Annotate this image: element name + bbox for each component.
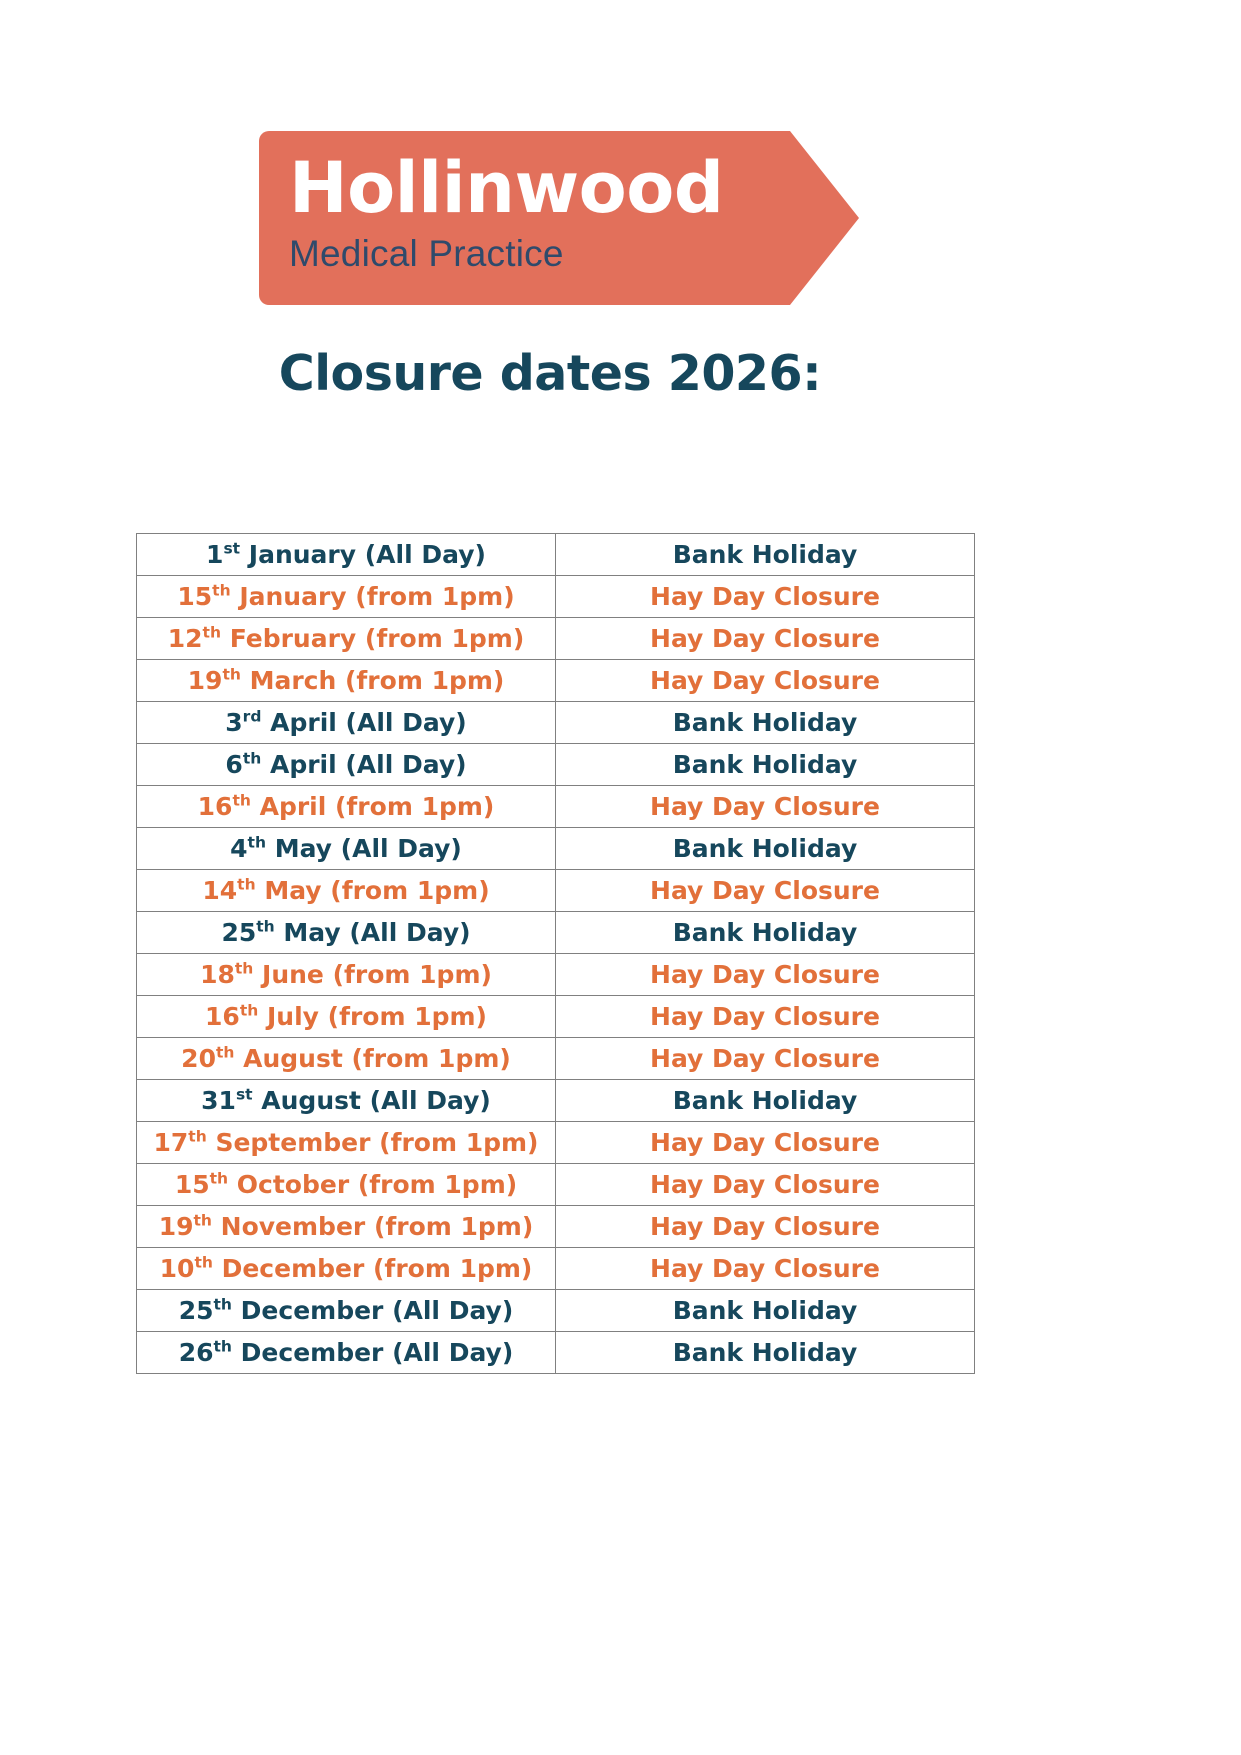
ordinal-suffix: th (213, 1295, 232, 1314)
closure-date-cell: 16th July (from 1pm) (137, 996, 556, 1038)
closure-type-cell: Bank Holiday (556, 1332, 975, 1374)
ordinal-suffix: st (235, 1085, 253, 1104)
ordinal-suffix: th (237, 875, 256, 894)
table-row (137, 576, 975, 618)
ordinal-suffix: th (212, 581, 231, 600)
closure-date-cell: 15th January (from 1pm) (137, 576, 556, 618)
closure-date-cell: 19th March (from 1pm) (137, 660, 556, 702)
ordinal-suffix: th (193, 1211, 212, 1230)
table-row (137, 660, 975, 702)
closure-type-cell: Hay Day Closure (556, 1206, 975, 1248)
closure-type-cell: Bank Holiday (556, 702, 975, 744)
table-row (137, 1206, 975, 1248)
closure-date-cell: 4th May (All Day) (137, 828, 556, 870)
closure-type-cell: Hay Day Closure (556, 1122, 975, 1164)
ordinal-suffix: th (209, 1169, 229, 1188)
logo-practice-name: Hollinwood (289, 147, 724, 229)
ordinal-suffix: st (223, 539, 241, 558)
table-row (137, 954, 975, 996)
closure-date-cell: 1st January (All Day) (137, 534, 556, 576)
ordinal-suffix: th (213, 1337, 232, 1356)
table-row (137, 786, 975, 828)
table-row (137, 1290, 975, 1332)
closure-date-cell: 12th February (from 1pm) (137, 618, 556, 660)
closure-date-cell: 20th August (from 1pm) (137, 1038, 556, 1080)
closure-type-cell: Hay Day Closure (556, 870, 975, 912)
closure-type-cell: Hay Day Closure (556, 1248, 975, 1290)
closure-table-body (137, 534, 975, 1374)
closure-type-cell: Bank Holiday (556, 534, 975, 576)
closure-type-cell: Hay Day Closure (556, 954, 975, 996)
ordinal-suffix: th (232, 791, 251, 810)
closure-date-cell: 15th October (from 1pm) (137, 1164, 556, 1206)
closure-type-cell: Hay Day Closure (556, 618, 975, 660)
closure-type-cell: Hay Day Closure (556, 576, 975, 618)
closure-type-cell: Hay Day Closure (556, 660, 975, 702)
closure-date-cell: 14th May (from 1pm) (137, 870, 556, 912)
closure-date-cell: 25th December (All Day) (137, 1290, 556, 1332)
table-row (137, 618, 975, 660)
ordinal-suffix: rd (242, 707, 262, 726)
closure-date-cell: 25th May (All Day) (137, 912, 556, 954)
ordinal-suffix: th (242, 749, 262, 768)
page-title: Closure dates 2026: (278, 345, 822, 402)
closure-date-cell: 10th December (from 1pm) (137, 1248, 556, 1290)
table-row (137, 996, 975, 1038)
table-row (137, 702, 975, 744)
table-row (137, 744, 975, 786)
closure-type-cell: Bank Holiday (556, 1080, 975, 1122)
ordinal-suffix: th (239, 1001, 259, 1020)
ordinal-suffix: th (247, 833, 266, 852)
closure-date-cell: 19th November (from 1pm) (137, 1206, 556, 1248)
closure-type-cell: Bank Holiday (556, 828, 975, 870)
closure-type-cell: Bank Holiday (556, 744, 975, 786)
closure-date-cell: 31st August (All Day) (137, 1080, 556, 1122)
closure-type-cell: Hay Day Closure (556, 1164, 975, 1206)
logo-tagline: Medical Practice (289, 233, 564, 274)
table-row (137, 1332, 975, 1374)
table-row (137, 1080, 975, 1122)
table-row (137, 1248, 975, 1290)
table-row (137, 534, 975, 576)
ordinal-suffix: th (234, 959, 254, 978)
closure-date-cell: 18th June (from 1pm) (137, 954, 556, 996)
ordinal-suffix: th (256, 917, 275, 936)
closure-type-cell: Hay Day Closure (556, 996, 975, 1038)
closure-date-cell: 17th September (from 1pm) (137, 1122, 556, 1164)
table-row (137, 870, 975, 912)
logo-text-block (289, 147, 859, 305)
closure-type-cell: Bank Holiday (556, 912, 975, 954)
closure-type-cell: Hay Day Closure (556, 1038, 975, 1080)
closure-type-cell: Bank Holiday (556, 1290, 975, 1332)
closure-date-cell: 26th December (All Day) (137, 1332, 556, 1374)
closure-type-cell: Hay Day Closure (556, 786, 975, 828)
table-row (137, 828, 975, 870)
practice-logo (259, 131, 859, 305)
ordinal-suffix: th (188, 1127, 207, 1146)
closure-date-cell: 16th April (from 1pm) (137, 786, 556, 828)
ordinal-suffix: th (222, 665, 241, 684)
table-row (137, 912, 975, 954)
table-row (137, 1122, 975, 1164)
table-row (137, 1038, 975, 1080)
closure-date-cell: 3rd April (All Day) (137, 702, 556, 744)
table-row (137, 1164, 975, 1206)
ordinal-suffix: th (215, 1043, 235, 1062)
ordinal-suffix: th (202, 623, 221, 642)
closure-dates-table (136, 533, 975, 1374)
closure-date-cell: 6th April (All Day) (137, 744, 556, 786)
ordinal-suffix: th (194, 1253, 213, 1272)
